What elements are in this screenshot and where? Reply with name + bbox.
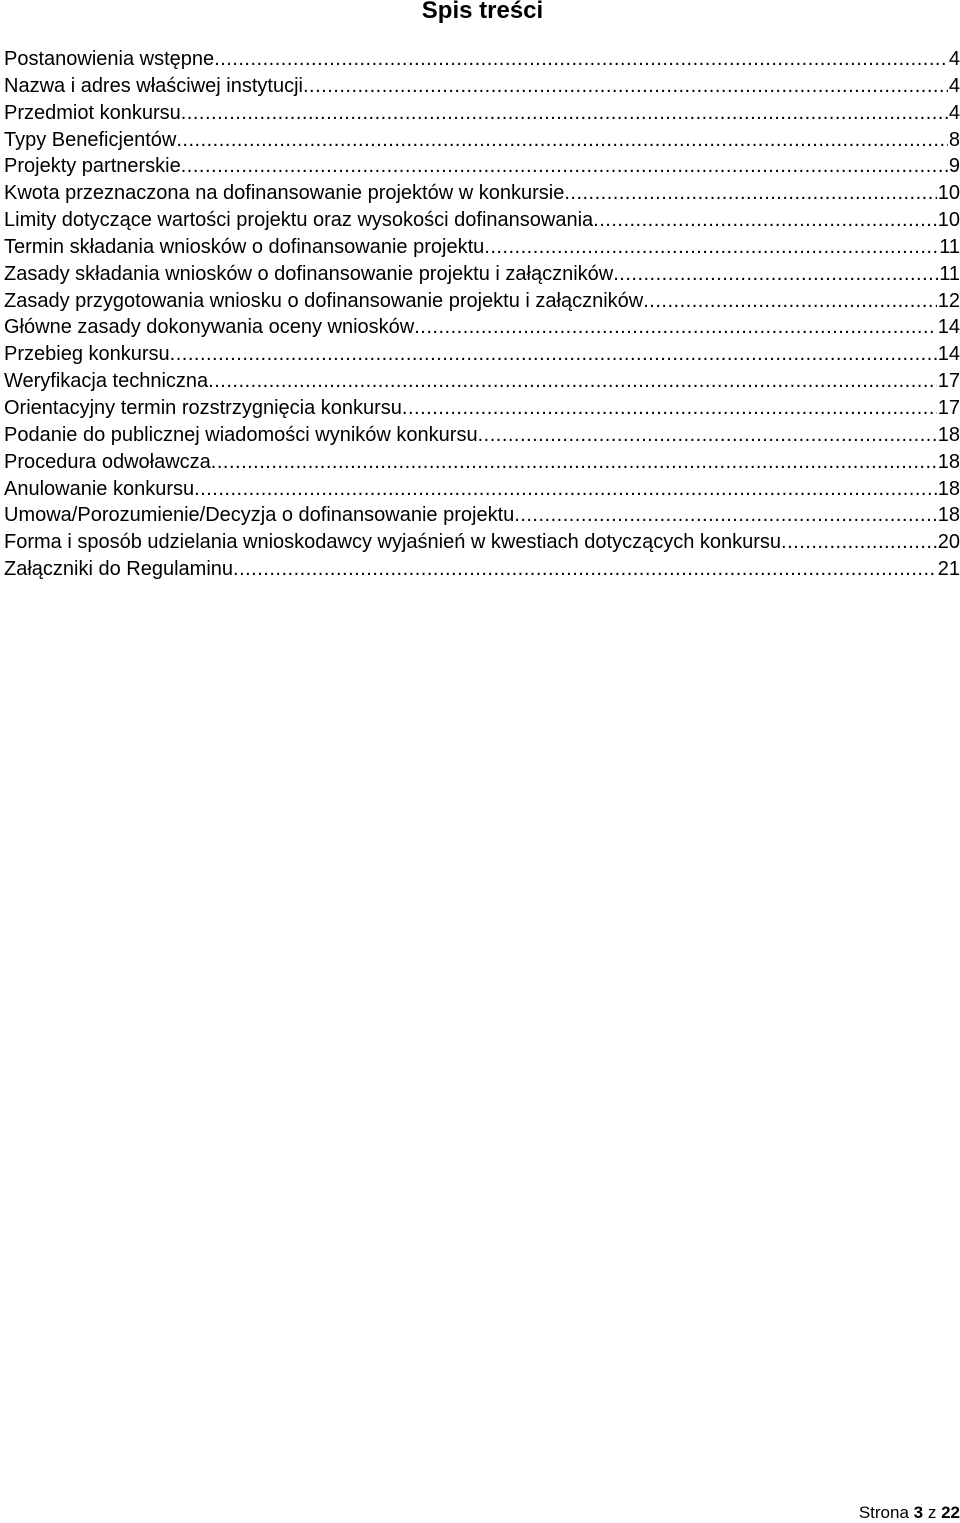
toc-page-number: 9	[948, 155, 960, 178]
toc-page-number: 10	[937, 182, 960, 205]
toc-entry-text: Projekty partnerskie	[4, 155, 181, 178]
toc-dot-leader	[564, 180, 936, 207]
footer-current-page: 3	[913, 1503, 924, 1522]
toc-dot-leader	[211, 449, 937, 476]
toc-dot-leader	[208, 368, 937, 395]
toc-dot-leader	[484, 234, 938, 261]
toc-entry[interactable]	[4, 529, 960, 556]
toc-page-number: 14	[937, 316, 960, 339]
toc-entry[interactable]	[4, 395, 960, 422]
toc-dot-leader	[643, 288, 937, 315]
toc-dot-leader	[233, 556, 937, 583]
toc-page-number: 18	[937, 504, 960, 527]
toc-entry[interactable]	[4, 502, 960, 529]
toc-dot-leader	[303, 73, 948, 100]
toc-entry[interactable]	[4, 180, 960, 207]
toc-page-number: 17	[937, 396, 960, 419]
page-title: Spis treści	[421, 0, 544, 24]
toc-entry[interactable]	[4, 127, 960, 154]
toc-entry[interactable]	[4, 556, 960, 583]
toc-entry-text: Załączniki do Regulaminu	[4, 558, 234, 581]
toc-dot-leader	[613, 261, 938, 288]
toc-entry[interactable]	[4, 341, 960, 368]
page-footer	[859, 1503, 960, 1523]
toc-entry[interactable]	[4, 261, 960, 288]
toc-entry[interactable]	[4, 288, 960, 315]
toc-dot-leader	[593, 207, 937, 234]
toc-page-number: 4	[948, 101, 960, 124]
toc-page-number: 18	[937, 423, 960, 446]
toc-entry-text: Kwota przeznaczona na dofinansowanie projektów w konkursie	[4, 182, 565, 205]
footer-total-pages: 22	[941, 1503, 960, 1522]
toc-dot-leader	[781, 529, 937, 556]
toc-page-number: 18	[937, 450, 960, 473]
toc-entry[interactable]	[4, 46, 960, 73]
toc-entry[interactable]	[4, 73, 960, 100]
toc-entry-text: Weryfikacja techniczna	[4, 370, 209, 393]
toc-entry[interactable]	[4, 476, 960, 503]
toc-entry-text: Przedmiot konkursu	[4, 101, 181, 124]
toc-entry-text: Umowa/Porozumienie/Decyzja o dofinansowanie projektu	[4, 504, 515, 527]
toc-dot-leader	[414, 314, 937, 341]
toc-entry[interactable]	[4, 422, 960, 449]
footer-separator: z	[927, 1503, 937, 1522]
table-of-contents	[4, 46, 960, 583]
toc-page-number: 11	[939, 262, 960, 285]
toc-page-number: 21	[937, 558, 960, 581]
toc-entry-text: Procedura odwoławcza	[4, 450, 211, 473]
toc-entry-text: Zasady przygotowania wniosku o dofinansowanie projektu i załączników	[4, 289, 644, 312]
toc-dot-leader	[514, 502, 936, 529]
toc-page-number: 10	[937, 209, 960, 232]
toc-page-number: 14	[937, 343, 960, 366]
toc-page-number: 20	[937, 531, 960, 554]
toc-page-number: 8	[948, 128, 960, 151]
toc-dot-leader	[176, 127, 948, 154]
toc-entry-text: Forma i sposób udzielania wnioskodawcy wyjaśnień w kwestiach dotyczących konkursu	[4, 531, 782, 554]
toc-dot-leader	[181, 153, 948, 180]
toc-entry[interactable]	[4, 153, 960, 180]
toc-page-number: 12	[937, 289, 960, 312]
toc-entry-text: Limity dotyczące wartości projektu oraz wysokości dofinansowania	[4, 209, 594, 232]
toc-entry-text: Nazwa i adres właściwej instytucji	[4, 74, 303, 97]
toc-entry[interactable]	[4, 234, 960, 261]
toc-entry[interactable]	[4, 100, 960, 127]
toc-page-number: 18	[937, 477, 960, 500]
toc-page-number: 17	[937, 370, 960, 393]
toc-entry[interactable]	[4, 449, 960, 476]
toc-entry-text: Orientacyjny termin rozstrzygnięcia konkursu	[4, 396, 402, 419]
toc-entry-text: Typy Beneficjentów	[4, 128, 177, 151]
toc-entry[interactable]	[4, 207, 960, 234]
toc-entry[interactable]	[4, 368, 960, 395]
toc-dot-leader	[478, 422, 937, 449]
toc-dot-leader	[170, 341, 937, 368]
toc-dot-leader	[214, 46, 948, 73]
toc-entry-text: Główne zasady dokonywania oceny wniosków	[4, 316, 415, 339]
toc-dot-leader	[402, 395, 937, 422]
toc-page-number: 4	[948, 74, 960, 97]
toc-entry-text: Podanie do publicznej wiadomości wyników konkursu	[4, 423, 478, 446]
footer-label: Strona	[858, 1503, 909, 1522]
toc-dot-leader	[181, 100, 948, 127]
toc-entry[interactable]	[4, 314, 960, 341]
toc-dot-leader	[194, 476, 937, 503]
toc-page-number: 4	[948, 48, 960, 70]
toc-entry-text: Anulowanie konkursu	[4, 477, 195, 500]
toc-entry-text: Zasady składania wniosków o dofinansowanie projektu i załączników	[4, 262, 614, 285]
toc-page-number: 11	[939, 235, 960, 258]
toc-entry-text: Postanowienia wstępne	[4, 48, 215, 70]
toc-entry-text: Przebieg konkursu	[4, 343, 170, 366]
toc-entry-text: Termin składania wniosków o dofinansowanie projektu	[4, 235, 485, 258]
